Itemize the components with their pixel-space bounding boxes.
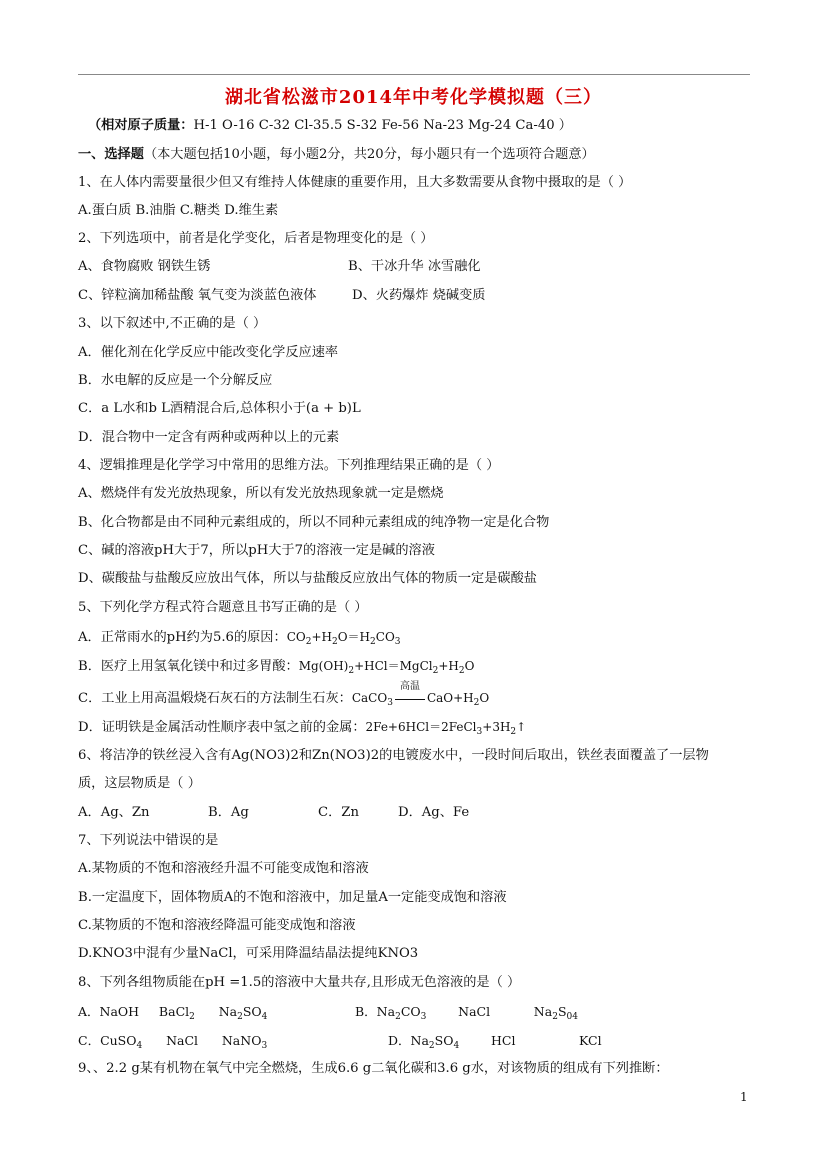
q2-option-d: D、火药爆炸 烧碱变质 — [352, 288, 486, 303]
section-heading — [78, 147, 595, 163]
q5-option-a — [78, 629, 401, 650]
q4-option-a: A、燃烧伴有发光放热现象，所以有发光放热现象就一定是燃烧 — [78, 486, 444, 501]
q6-option-b: B．Ag — [208, 805, 249, 820]
q7-option-a: A.某物质的不饱和溶液经升温不可能变成饱和溶液 — [78, 861, 369, 876]
section-desc: （本大题包括10小题，每小题2分，共20分，每小题只有一个选项符合题意） — [143, 147, 595, 162]
q5-d-text: D．证明铁是金属活动性顺序表中氢之前的金属： — [78, 720, 366, 735]
page-number: 1 — [740, 1090, 748, 1104]
q3-option-b: B．水电解的反应是一个分解反应 — [78, 373, 273, 388]
q4-option-c: C、碱的溶液pH大于7，所以pH大于7的溶液一定是碱的溶液 — [78, 543, 435, 558]
q6-stem-2: 质，这层物质是（ ） — [78, 776, 201, 791]
q6-option-a: A．Ag、Zn — [78, 805, 150, 820]
q1-stem: 1、在人体内需要量很少但又有维持人体健康的重要作用，且大多数需要从食物中摄取的是（ ） — [78, 175, 632, 190]
q8-stem: 8、下列各组物质能在pH =1.5的溶液中大量共存,且形成无色溶液的是（ ） — [78, 975, 521, 990]
q8-option-d: D．$Na_2SO_4$ HCl KCl — [388, 1033, 602, 1051]
q7-stem: 7、下列说法中错误的是 — [78, 833, 219, 848]
q5-option-b — [78, 658, 474, 679]
section-title: 一、选择题 — [78, 147, 144, 162]
q7-option-c: C.某物质的不饱和溶液经降温可能变成饱和溶液 — [78, 918, 356, 933]
q5-option-d — [78, 719, 526, 740]
q3-option-a: A．催化剂在化学反应中能改变化学反应速率 — [78, 345, 339, 360]
q2-stem: 2、下列选项中，前者是化学变化，后者是物理变化的是（ ） — [78, 231, 434, 246]
gas-arrow-icon: ↑ — [516, 720, 527, 734]
q2-option-c: C、锌粒滴加稀盐酸 氧气变为淡蓝色液体 — [78, 288, 317, 303]
q5-c-text: C．工业上用高温煅烧石灰石的方法制生石灰： — [78, 691, 352, 706]
q7-option-d: D.KNO3中混有少量NaCl，可采用降温结晶法提纯KNO3 — [78, 946, 419, 961]
q6-option-c: C．Zn — [318, 805, 359, 820]
q3-stem: 3、以下叙述中,不正确的是（ ） — [78, 316, 267, 331]
q4-option-b: B、化合物都是由不同种元素组成的，所以不同种元素组成的纯净物一定是化合物 — [78, 515, 550, 530]
q4-option-d: D、碳酸盐与盐酸反应放出气体，所以与盐酸反应放出气体的物质一定是碳酸盐 — [78, 571, 537, 586]
q5-stem: 5、下列化学方程式符合题意且书写正确的是（ ） — [78, 600, 368, 615]
q8-option-b: B．$Na_2CO_3$ NaCl $Na_2S_{04}$ — [355, 1004, 578, 1022]
q7-option-b: B.一定温度下，固体物质A的不饱和溶液中，加足量A一定能变成饱和溶液 — [78, 890, 507, 905]
page-title: 湖北省松滋市2014年中考化学模拟题（三） — [224, 87, 603, 108]
q9-stem: 9、、2.2 g某有机物在氧气中完全燃烧，生成6.6 g二氧化碳和3.6 g水，对该物质的组成有下列推断： — [78, 1061, 669, 1076]
atomic-mass-label: （相对原子质量： — [88, 118, 194, 133]
q2-option-a: A、食物腐败 钢铁生锈 — [78, 259, 211, 274]
q3-option-d: D．混合物中一定含有两种或两种以上的元素 — [78, 430, 340, 445]
atomic-mass-values: H-1 O-16 C-32 Cl-35.5 S-32 Fe-56 Na-23 Mg-24 Ca-40 ） — [193, 118, 572, 133]
q8-option-c: C．CuSO$_4$ NaCl NaNO$_3$ — [78, 1033, 268, 1051]
q2-option-b: B、干冰升华 冰雪融化 — [348, 259, 481, 274]
q5-option-c — [78, 681, 490, 711]
header-rule — [78, 74, 750, 75]
atomic-mass-line — [88, 118, 572, 134]
q5-c-equation: CaCO$_3$ 高温 $CaO+H_2O$ — [351, 681, 490, 708]
q6-stem-1: 6、将洁净的铁丝浸入含有Ag(NO3)2和Zn(NO3)2的电镀废水中，一段时间后取出，铁丝表面覆盖了一层物 — [78, 748, 709, 763]
q5-d-equation: $2Fe+6HCl=2FeCl_3+3H_2$ — [365, 720, 517, 737]
q5-a-equation: $CO_2+H_2O=H_2CO_3$ — [286, 630, 401, 647]
q5-b-equation: $Mg(OH)_2+HCl=MgCl_2+H_2O$ — [298, 659, 475, 676]
reaction-condition: 高温 — [399, 681, 420, 692]
q1-options: A.蛋白质 B.油脂 C.糖类 D.维生素 — [78, 203, 279, 218]
q5-b-text: B．医疗上用氢氧化镁中和过多胃酸： — [78, 659, 299, 674]
q3-option-c: C．a L水和b L酒精混合后,总体积小于(a + b)L — [78, 401, 361, 416]
q6-option-d: D．Ag、Fe — [398, 805, 470, 820]
q8-option-a: A．NaOH BaCl$_2$ $Na_2SO_4$ — [78, 1004, 268, 1022]
q5-a-text: A．正常雨水的pH约为5.6的原因： — [78, 630, 287, 645]
q4-stem: 4、逻辑推理是化学学习中常用的思维方法。下列推理结果正确的是（ ） — [78, 458, 500, 473]
